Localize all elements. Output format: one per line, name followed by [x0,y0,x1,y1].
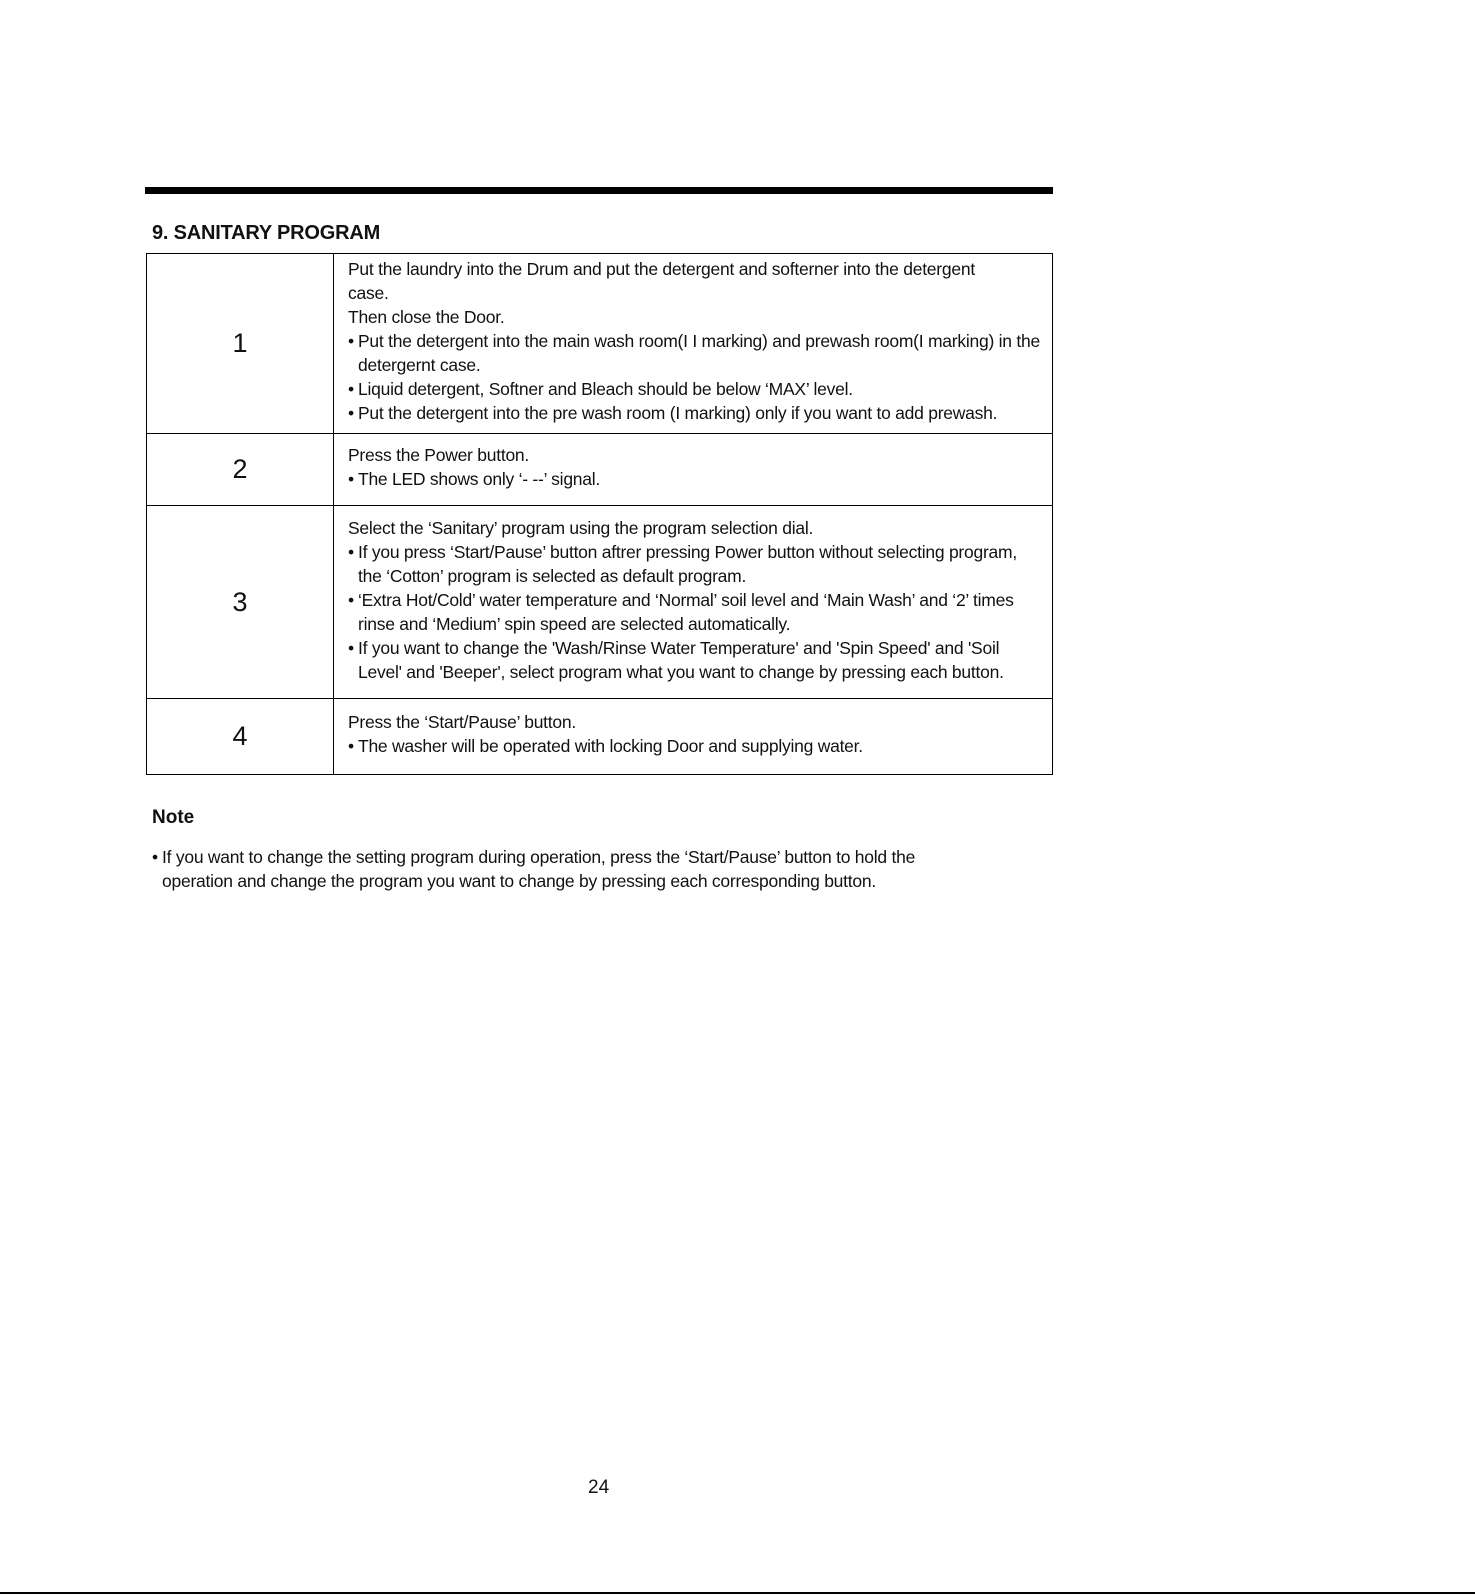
step-text: Put the laundry into the Drum and put the detergent and softerner into the detergent [348,259,975,279]
top-rule [145,187,1053,194]
section-title: 9. SANITARY PROGRAM [152,222,381,244]
step-description [334,506,1053,699]
steps-table [146,253,1053,775]
step-number: 4 [147,699,334,775]
bottom-rule [0,1592,1475,1594]
step-text: case. [348,283,389,303]
page-number: 24 [588,1477,610,1498]
step-bullet: • The LED shows only ‘- --’ signal. [348,467,1042,491]
step-text: Select the ‘Sanitary’ program using the program selection dial. [348,517,814,538]
step-bullet: • If you want to change the 'Wash/Rinse Water Temperature' and 'Spin Speed' and 'Soil Level' and 'Beeper', select program what you want to change by pressing each button. [348,636,1042,684]
step-row-3 [147,506,1053,699]
step-bullet: • The washer will be operated with locking Door and supplying water. [348,734,1042,758]
note-title: Note [152,807,195,828]
step-bullet: • Liquid detergent, Softner and Bleach should be below ‘MAX’ level. [348,377,1042,401]
step-description [334,434,1053,506]
step-bullet: • ‘Extra Hot/Cold’ water temperature and ‘Normal’ soil level and ‘Main Wash’ and ‘2’ times rinse and ‘Medium’ spin speed are selected automatically. [348,588,1042,636]
step-number: 3 [147,506,334,699]
step-text: Press the ‘Start/Pause’ button. [348,712,576,732]
step-description [334,254,1053,434]
step-row-2 [147,434,1053,506]
step-bullet: • If you press ‘Start/Pause’ button aftrer pressing Power button without selecting program, the ‘Cotton’ program is selected as default program. [348,540,1042,588]
step-number: 1 [147,254,334,434]
step-row-1 [147,254,1053,434]
step-text: Then close the Door. [348,307,505,327]
step-description [334,699,1053,775]
step-bullet: • Put the detergent into the pre wash room (I marking) only if you want to add prewash. [348,401,1042,425]
step-bullet: • Put the detergent into the main wash room(I I marking) and prewash room(I marking) in the detergernt case. [348,329,1042,377]
note-text: • If you want to change the setting program during operation, press the ‘Start/Pause’ button to hold the operation and change the program you want to change by pressing each corresponding button. [152,845,982,893]
step-number: 2 [147,434,334,506]
step-text: Press the Power button. [348,445,530,465]
step-row-4 [147,699,1053,775]
